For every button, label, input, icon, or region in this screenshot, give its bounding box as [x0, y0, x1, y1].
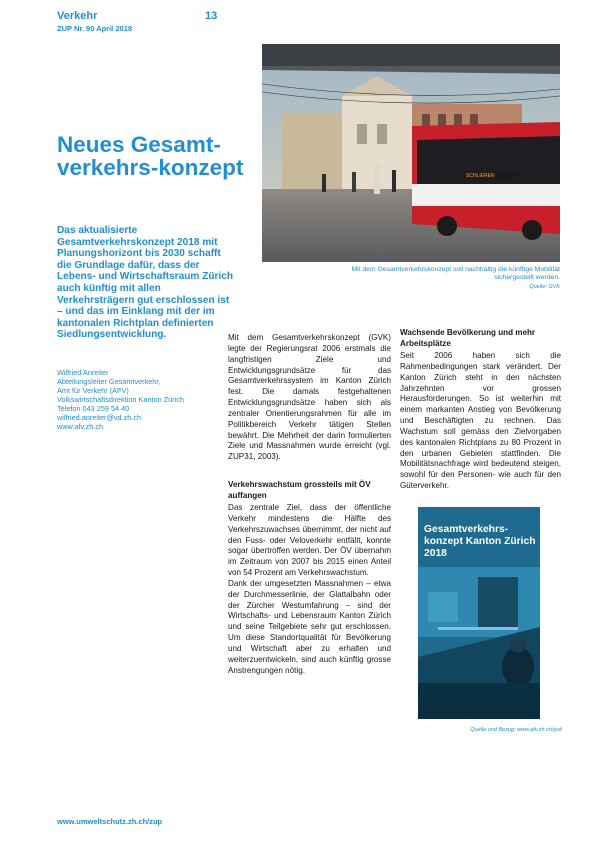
author-phone: Telefon 043 259 54 40 [57, 404, 130, 413]
issue-label: ZUP Nr. 90 April 2018 [57, 24, 133, 33]
bus-station-photo [262, 44, 560, 262]
page-number: 13 [205, 10, 218, 22]
body-paragraph-3: Dank der umgesetzten Massnahmen – etwa der Durchmesserlinie, der Glattalbahn oder der Zürcher Westumfahrung – sind der Wirtschafts- und Lebensraum Kanton Zürich und seine Teilgebiete sehr gut erschlossen. Um diese Standortqualität für Bevölkerung und Wirtschaft aber zu erhalten und weiterzuentwickeln, sind auch künftig grosse Anstrengungen nötig. [228, 578, 391, 675]
author-contact [57, 368, 237, 431]
author-website[interactable]: www.afv.zh.ch [57, 422, 104, 431]
subheading-ov: Verkehrswachstum grossteils mit ÖV auffangen [228, 480, 371, 500]
article-title: Neues Gesamt-verkehrs-konzept [57, 132, 244, 180]
body-paragraph-2: Das zentrale Ziel, dass der öffentliche Verkehr mindestens die Hälfte des Verkehrszuwachses übernimmt, der nicht auf den Fuss- oder Veloverkehr entfällt, konnte sogar übertroffen werden. Der ÖV übernahm im Zeitraum von 2007 bis 2015 einen Anteil von 54 Prozent am Verkehrswachstum. [228, 503, 391, 578]
article-lead: Das aktualisierte Gesamtverkehrskonzept 2018 mit Planungshorizont bis 2030 schafft die Grundlage dafür, dass der Lebens- und Wirtschaftsraum Zürich auch künftig mit allen Verkehrsträgern gut erschlossen ist – und das im Einklang mit der im kantonalen Richtplan definierten Siedlungsentwicklung. [57, 225, 234, 341]
author-role: Abteilungsleiter Gesamtverkehr, [57, 377, 161, 386]
cover-year: 2018 [424, 548, 447, 559]
photo-source: Quelle: GVK [529, 284, 560, 290]
author-name: Wilfried Anreiter [57, 368, 109, 377]
cover-title: Gesamtverkehrs-konzept Kanton Zürich [424, 524, 536, 547]
cover-source: Quelle und Bezug: www.afv.zh.ch/gvk [470, 727, 562, 733]
section-label: Verkehr [57, 10, 98, 22]
photo-caption: Mit dem Gesamtverkehrskonzept soll nachhaltig die künftige Mobilität sichergestellt werden. [351, 266, 560, 282]
author-department: Volkswirtschaftsdirektion Kanton Zürich [57, 395, 184, 404]
body-paragraph-4: Seit 2006 haben sich die Rahmenbedingungen stark verändert. Der Kanton Zürich steht in den nächsten Jahrzehnten vor grossen Herausforderungen. So ist weiterhin mit einem markanten Anstieg von Bevölkerung und Beschäftigten zu rechnen. Das Wachstum soll gemäss den Zielvorgaben des kantonalen Richtplans zu 80 Prozent in den urbanen Gebieten stattfinden. Die Mobilitätsnachfrage wird bedeutend steigen, sowohl für den Personen- wie auch für den Güterverkehr. [400, 351, 561, 491]
subheading-growth: Wachsende Bevölkerung und mehr Arbeitsplätze [400, 328, 536, 348]
footer-url[interactable]: www.umweltschutz.zh.ch/zup [57, 817, 163, 826]
bus-destination-sign: SCHLIEREN [466, 173, 495, 179]
body-column-1b [228, 503, 391, 677]
author-office: Amt für Verkehr (AFV) [57, 386, 129, 395]
body-paragraph-1: Mit dem Gesamtverkehrskonzept (GVK) legte der Regierungsrat 2006 erstmals die langfristigen Ziele und Entwicklungsgrundsätze für das Gesamtverkehrssystem im Kanton Zürich fest. Die damals festgehaltenen Entwicklungsgrundsätze haben sich als zentraler Orientierungsrahmen für alle im Politikbereich Verkehr tätigen Stellen bewährt. Die Mehrheit der darin formulierten Ziele und Massnahmen wurde erreicht (vgl. ZUP31, 2003). [228, 333, 391, 462]
author-email[interactable]: wilfried.anreiter@vd.zh.ch [57, 413, 142, 422]
